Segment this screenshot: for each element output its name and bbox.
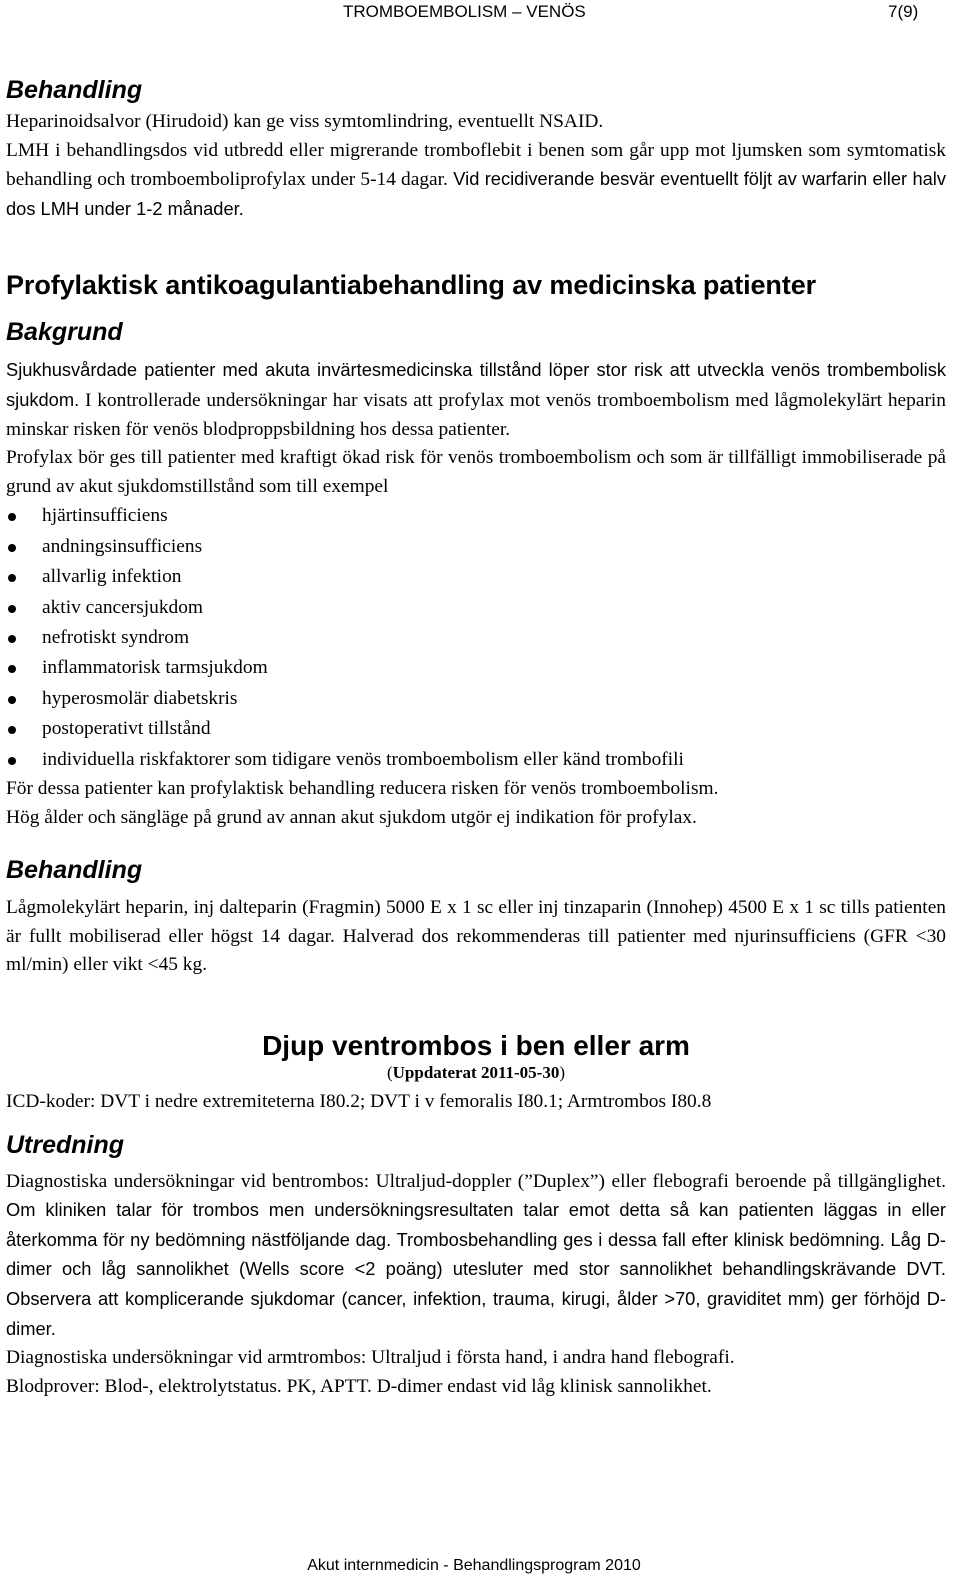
updated-date: Uppdaterat 2011-05-30 bbox=[392, 1062, 560, 1082]
list-item: inflammatorisk tarmsjukdom bbox=[6, 653, 946, 683]
list-item: andningsinsufficiens bbox=[6, 532, 946, 562]
list-item: hjärtinsufficiens bbox=[6, 501, 946, 531]
paragraph-profylax: Profylax bör ges till patienter med kraftigt ökad risk för venös tromboembolism och som är tillfälligt immobiliserade på grund av akut sjukdomstillstånd som till exempel bbox=[6, 447, 946, 497]
paragraph-bakgrund-serif: I kontrollerade undersökningar har visats att profylax mot venös tromboembolism med lågmolekylärt heparin minskar risken för venös blodproppsbildning hos dessa patienter. bbox=[6, 389, 946, 440]
paragraph-diagnostik-ben-sans: Om kliniken talar för trombos men undersökningsresultaten talar emot detta så kan patienten läggas in eller återkomma för ny bedömning nästföljande dag. Trombosbehandling ges i dessa fall efter klinisk bedömning. Låg D-dimer och låg sannolikhet (Wells score <2 poäng) utesluter med stor sannolikhet behandlingskrävande DVT. Observera att komplicerande sjukdomar (cancer, infektion, trauma, kirugi, ålder >70, graviditet mm) ger förhöjd D-dimer. bbox=[6, 1199, 946, 1339]
paragraph-hirudoid: Heparinoidsalvor (Hirudoid) kan ge viss symtomlindring, eventuellt NSAID. bbox=[6, 111, 604, 132]
risk-factor-list bbox=[6, 501, 946, 775]
paragraph-diagnostik-arm: Diagnostiska undersökningar vid armtrombos: Ultraljud i första hand, i andra hand flebografi. bbox=[6, 1347, 735, 1369]
icd-codes: ICD-koder: DVT i nedre extremiteterna I80.2; DVT i v femoralis I80.1; Armtrombos I80.8 bbox=[6, 1090, 712, 1112]
paragraph-reducera: För dessa patienter kan profylaktisk behandling reducera risken för venös tromboembolism. bbox=[6, 778, 719, 799]
section-heading-utredning: Utredning bbox=[6, 1130, 125, 1159]
document-content bbox=[6, 74, 946, 1401]
bullet-icon bbox=[8, 696, 16, 704]
updated-note: (Uppdaterat 2011-05-30) bbox=[386, 1062, 566, 1082]
section-heading-profylaktisk: Profylaktisk antikoagulantiabehandling av medicinska patienter bbox=[6, 270, 817, 301]
paragraph-bakgrund bbox=[6, 356, 946, 444]
section-heading-behandling: Behandling bbox=[6, 76, 143, 104]
paragraph-bakgrund-sans: Sjukhusvårdade patienter med akuta invärtesmedicinska tillstånd löper stor risk att utveckla venös trombembolisk sjukdom. bbox=[6, 359, 946, 410]
chapter-title: Djup ventrombos i ben eller arm bbox=[262, 1029, 690, 1061]
paragraph-lmh-serif: LMH i behandlingsdos vid utbredd eller migrerande tromboflebit i benen som går upp mot ljumsken som symtomatisk behandling och tromboemboliprofylax under 5-14 dagar. bbox=[6, 139, 946, 191]
paragraph-lmh bbox=[6, 137, 946, 225]
page-number: 7(9) bbox=[888, 2, 919, 21]
bullet-icon bbox=[8, 757, 16, 765]
paragraph-diagnostik-ben-serif: Diagnostiska undersökningar vid bentrombos: Ultraljud-doppler (”Duplex”) eller flebografi beroende på tillgänglighet. bbox=[6, 1170, 946, 1192]
list-item: allvarlig infektion bbox=[6, 562, 946, 592]
section-heading-behandling-2: Behandling bbox=[6, 856, 143, 885]
page-header bbox=[0, 2, 960, 26]
bullet-icon bbox=[8, 635, 16, 643]
list-item: nefrotiskt syndrom bbox=[6, 623, 946, 653]
page-footer bbox=[0, 1557, 960, 1575]
bullet-icon bbox=[8, 665, 16, 673]
list-item: hyperosmolär diabetskris bbox=[6, 684, 946, 714]
bullet-icon bbox=[8, 574, 16, 582]
bullet-icon bbox=[8, 513, 16, 521]
subheading-bakgrund: Bakgrund bbox=[6, 318, 123, 347]
list-item: postoperativt tillstånd bbox=[6, 714, 946, 744]
bullet-icon bbox=[8, 544, 16, 552]
paragraph-hog-alder: Hög ålder och sängläge på grund av annan akut sjukdom utgör ej indikation för profylax. bbox=[6, 806, 697, 828]
footer-text: Akut internmedicin - Behandlingsprogram 2010 bbox=[307, 1557, 641, 1574]
list-item: individuella riskfaktorer som tidigare venös tromboembolism eller känd trombofili bbox=[6, 745, 946, 775]
paragraph-diagnostik-ben bbox=[6, 1167, 946, 1345]
paragraph-blodprover: Blodprover: Blod-, elektrolytstatus. PK, APTT. D-dimer endast vid låg klinisk sannolikhet. bbox=[6, 1375, 712, 1397]
bullet-icon bbox=[8, 605, 16, 613]
bullet-icon bbox=[8, 726, 16, 734]
list-item: aktiv cancersjukdom bbox=[6, 593, 946, 623]
paragraph-lagmolekylart: Lågmolekylärt heparin, inj dalteparin (Fragmin) 5000 E x 1 sc eller inj tinzaparin (Innohep) 4500 E x 1 sc tills patienten är fullt mobiliserad eller högst 14 dagar. Halverad dos rekommenderas till patienter med njurinsufficiens (GFR <30 ml/min) eller vikt <45 kg. bbox=[6, 897, 946, 976]
header-title: TROMBOEMBOLISM – VENÖS bbox=[343, 2, 586, 21]
paragraph-lmh-sans: Vid recidiverande besvär eventuellt följt av warfarin eller halv dos LMH under 1-2 månader. bbox=[6, 168, 946, 219]
